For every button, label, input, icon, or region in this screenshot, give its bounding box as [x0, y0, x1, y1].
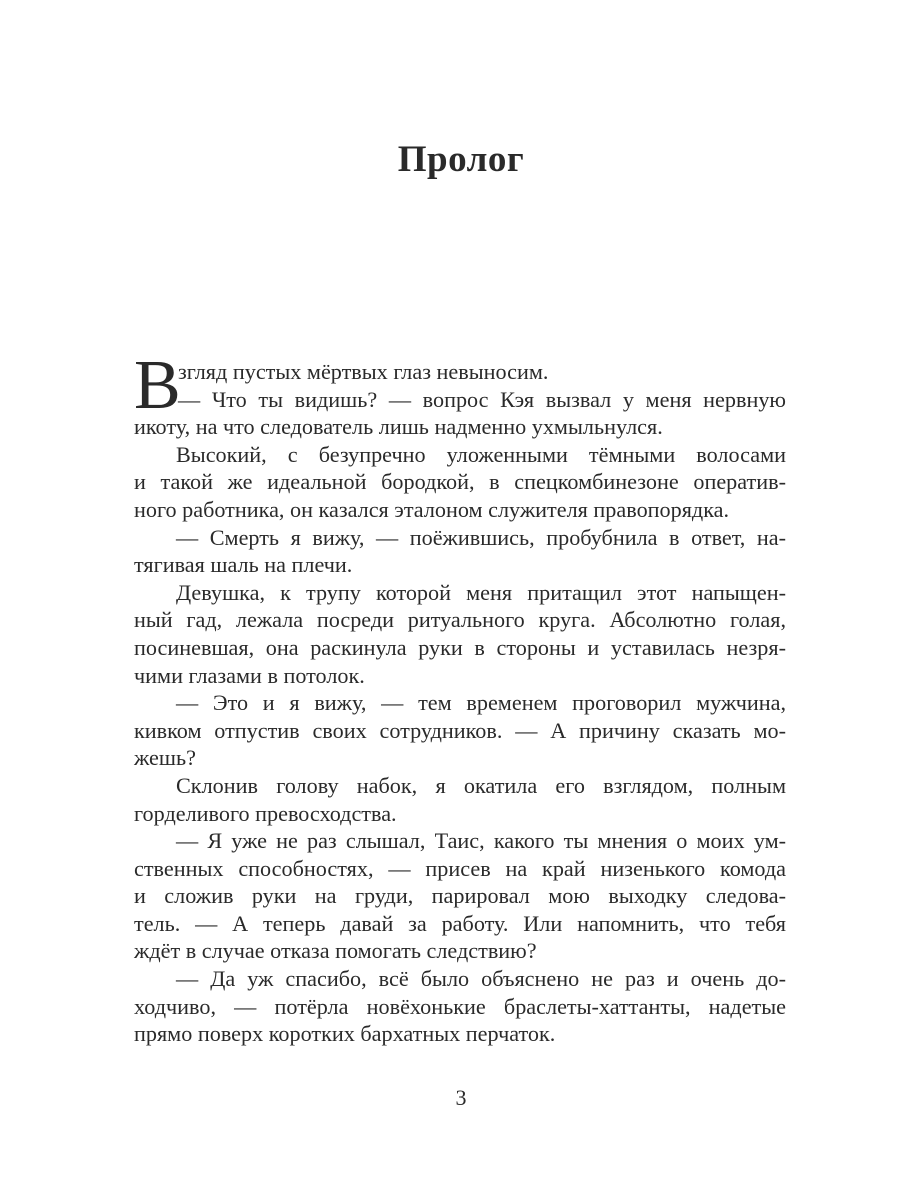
text-line: тель. — А теперь давай за работу. Или напомнить, что тебя: [134, 910, 786, 936]
text-line: — Что ты видишь? — вопрос Кэя вызвал у меня нервную: [178, 386, 786, 412]
text-line: — Это и я вижу, — тем временем проговорил мужчина,: [176, 690, 786, 716]
text-line: згляд пустых мёртвых глаз невыносим.: [178, 359, 549, 384]
text-line: и такой же идеальной бородкой, в спецкомбинезоне оператив-: [134, 469, 786, 495]
text-line: тягивая шаль на плечи.: [134, 552, 353, 578]
text-line: и сложив руки на груди, парировал мою выходку следова-: [134, 883, 786, 909]
text-line: — Я уже не раз слышал, Таис, какого ты мнения о моих ум-: [176, 828, 786, 854]
text-line: ходчиво, — потёрла новёхонькие браслеты-хаттанты, надетые: [134, 993, 786, 1019]
text-line: ный гад, лежала посреди ритуального круга. Абсолютно голая,: [134, 607, 786, 633]
text-line: жешь?: [134, 745, 196, 771]
drop-cap: В: [134, 347, 181, 424]
chapter-text: [134, 347, 786, 1048]
text-line: чими глазами в потолок.: [134, 662, 365, 688]
text-line: — Да уж спасибо, всё было объяснено не раз и очень до-: [176, 966, 786, 992]
text-line: Девушка, к трупу которой меня притащил этот напыщен-: [176, 579, 786, 605]
text-line: прямо поверх коротких бархатных перчаток.: [134, 1021, 556, 1047]
chapter-title: Пролог: [397, 139, 525, 180]
text-line: икоту, на что следователь лишь надменно ухмыльнулся.: [134, 414, 663, 440]
text-line: горделивого превосходства.: [134, 800, 397, 826]
text-line: ждёт в случае отказа помогать следствию?: [134, 938, 537, 964]
text-line: Склонив голову набок, я окатила его взглядом, полным: [176, 772, 786, 798]
text-line: кивком отпустив своих сотрудников. — А причину сказать мо-: [134, 717, 786, 743]
text-line: Высокий, с безупречно уложенными тёмными волосами: [176, 441, 786, 467]
text-line: — Смерть я вижу, — поёжившись, пробубнила в ответ, на-: [176, 524, 786, 550]
text-line: ственных способностях, — присев на край низенького комода: [134, 855, 786, 881]
page-number: 3: [455, 1085, 467, 1110]
text-line: ного работника, он казался эталоном служителя правопорядка.: [134, 496, 730, 522]
text-line: посиневшая, она раскинула руки в стороны и уставилась незря-: [134, 634, 786, 660]
